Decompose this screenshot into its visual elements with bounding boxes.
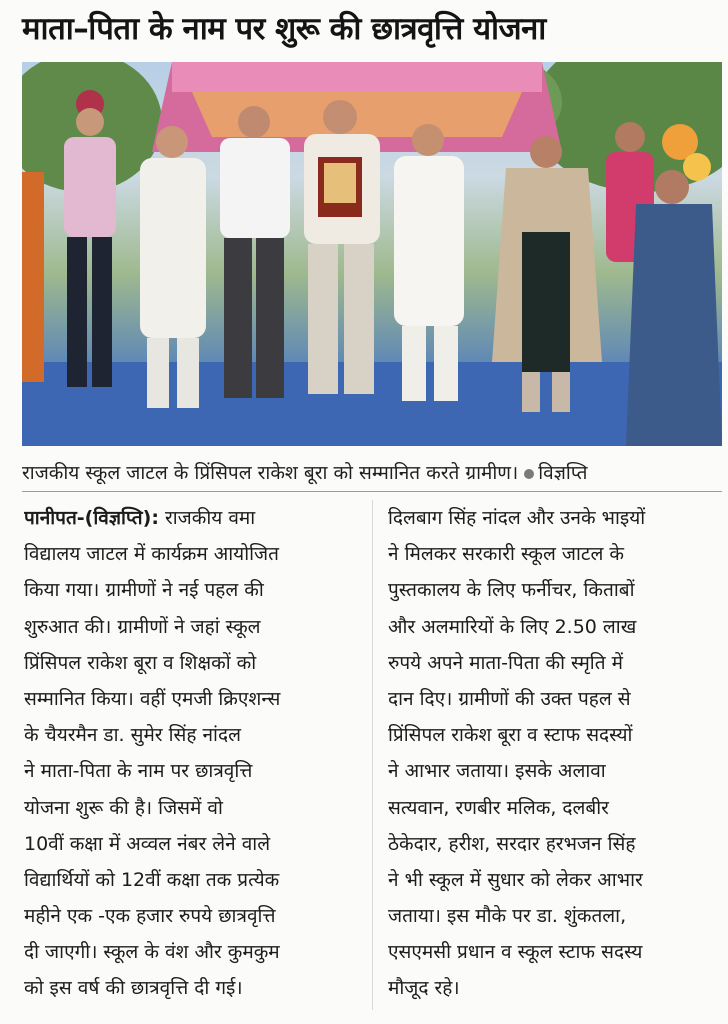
article-line: योजना शुरू की है। जिसमें वो <box>24 796 223 819</box>
caption-divider <box>22 491 722 492</box>
article-line: मौजूद रहे। <box>388 977 460 1000</box>
article-line: एसएमसी प्रधान व स्कूल स्टाफ सदस्य <box>388 941 643 964</box>
photo-caption <box>22 456 722 490</box>
article-line: पुस्तकालय के लिए फर्नीचर, किताबों <box>388 579 635 602</box>
article-line: शुरुआत की। ग्रामीणों ने जहां स्कूल <box>24 615 261 638</box>
article-line: दिलबाग सिंह नांदल और उनके भाइयों <box>388 507 646 529</box>
article-line <box>24 500 364 536</box>
article-line: प्रिंसिपल राकेश बूरा व स्टाफ सदस्यों <box>388 724 633 747</box>
article-line: जताया। इस मौके पर डा. शुंकतला, <box>388 905 627 928</box>
article-line: विद्यालय जाटल में कार्यक्रम आयोजित <box>24 543 279 566</box>
article-line: सम्मानित किया। वहीं एमजी क्रिएशन्स <box>24 687 281 710</box>
caption-text: राजकीय स्कूल जाटल के प्रिंसिपल राकेश बूरा को सम्मानित करते ग्रामीण। <box>22 462 519 484</box>
article-column-left <box>24 500 364 1007</box>
news-photo <box>22 62 722 446</box>
article-line: महीने एक -एक हजार रुपये छात्रवृत्ति <box>24 905 276 928</box>
article-line: ने आभार जताया। इसके अलावा <box>388 760 606 783</box>
dateline: पानीपत-(विज्ञप्ति): <box>24 507 159 529</box>
article-line: दी जाएगी। स्कूल के वंश और कुमकुम <box>24 941 280 964</box>
article-line: विद्यार्थियों को 12वीं कक्षा तक प्रत्येक <box>24 868 280 891</box>
column-divider <box>372 500 373 1010</box>
article-line: और अलमारियों के लिए 2.50 लाख <box>388 615 637 638</box>
article-line: दान दिए। ग्रामीणों की उक्त पहल से <box>388 687 631 710</box>
article-line: को इस वर्ष की छात्रवृत्ति दी गई। <box>24 977 243 1000</box>
article-line: ने भी स्कूल में सुधार को लेकर आभार <box>388 868 643 891</box>
article-line: 10वीं कक्षा में अव्वल नंबर लेने वाले <box>24 832 271 855</box>
bullet-icon <box>524 469 534 479</box>
article-line-text: राजकीय वमा <box>158 507 256 529</box>
photo-credit: विज्ञप्ति <box>538 462 588 484</box>
article-line: के चैयरमैन डा. सुमेर सिंह नांदल <box>24 724 241 747</box>
article-line: रुपये अपने माता-पिता की स्मृति में <box>388 651 623 674</box>
article-line: किया गया। ग्रामीणों ने नई पहल की <box>24 579 264 602</box>
headline: माता–पिता के नाम पर शुरू की छात्रवृत्ति योजना <box>22 11 546 47</box>
article-line: प्रिंसिपल राकेश बूरा व शिक्षकों को <box>24 651 257 674</box>
article-line: ने माता-पिता के नाम पर छात्रवृत्ति <box>24 760 253 783</box>
article-line: ठेकेदार, हरीश, सरदार हरभजन सिंह <box>388 832 636 855</box>
article-line: ने मिलकर सरकारी स्कूल जाटल के <box>388 543 625 566</box>
article-column-right <box>388 500 722 1007</box>
article-line: सत्यवान, रणबीर मलिक, दलबीर <box>388 796 609 819</box>
